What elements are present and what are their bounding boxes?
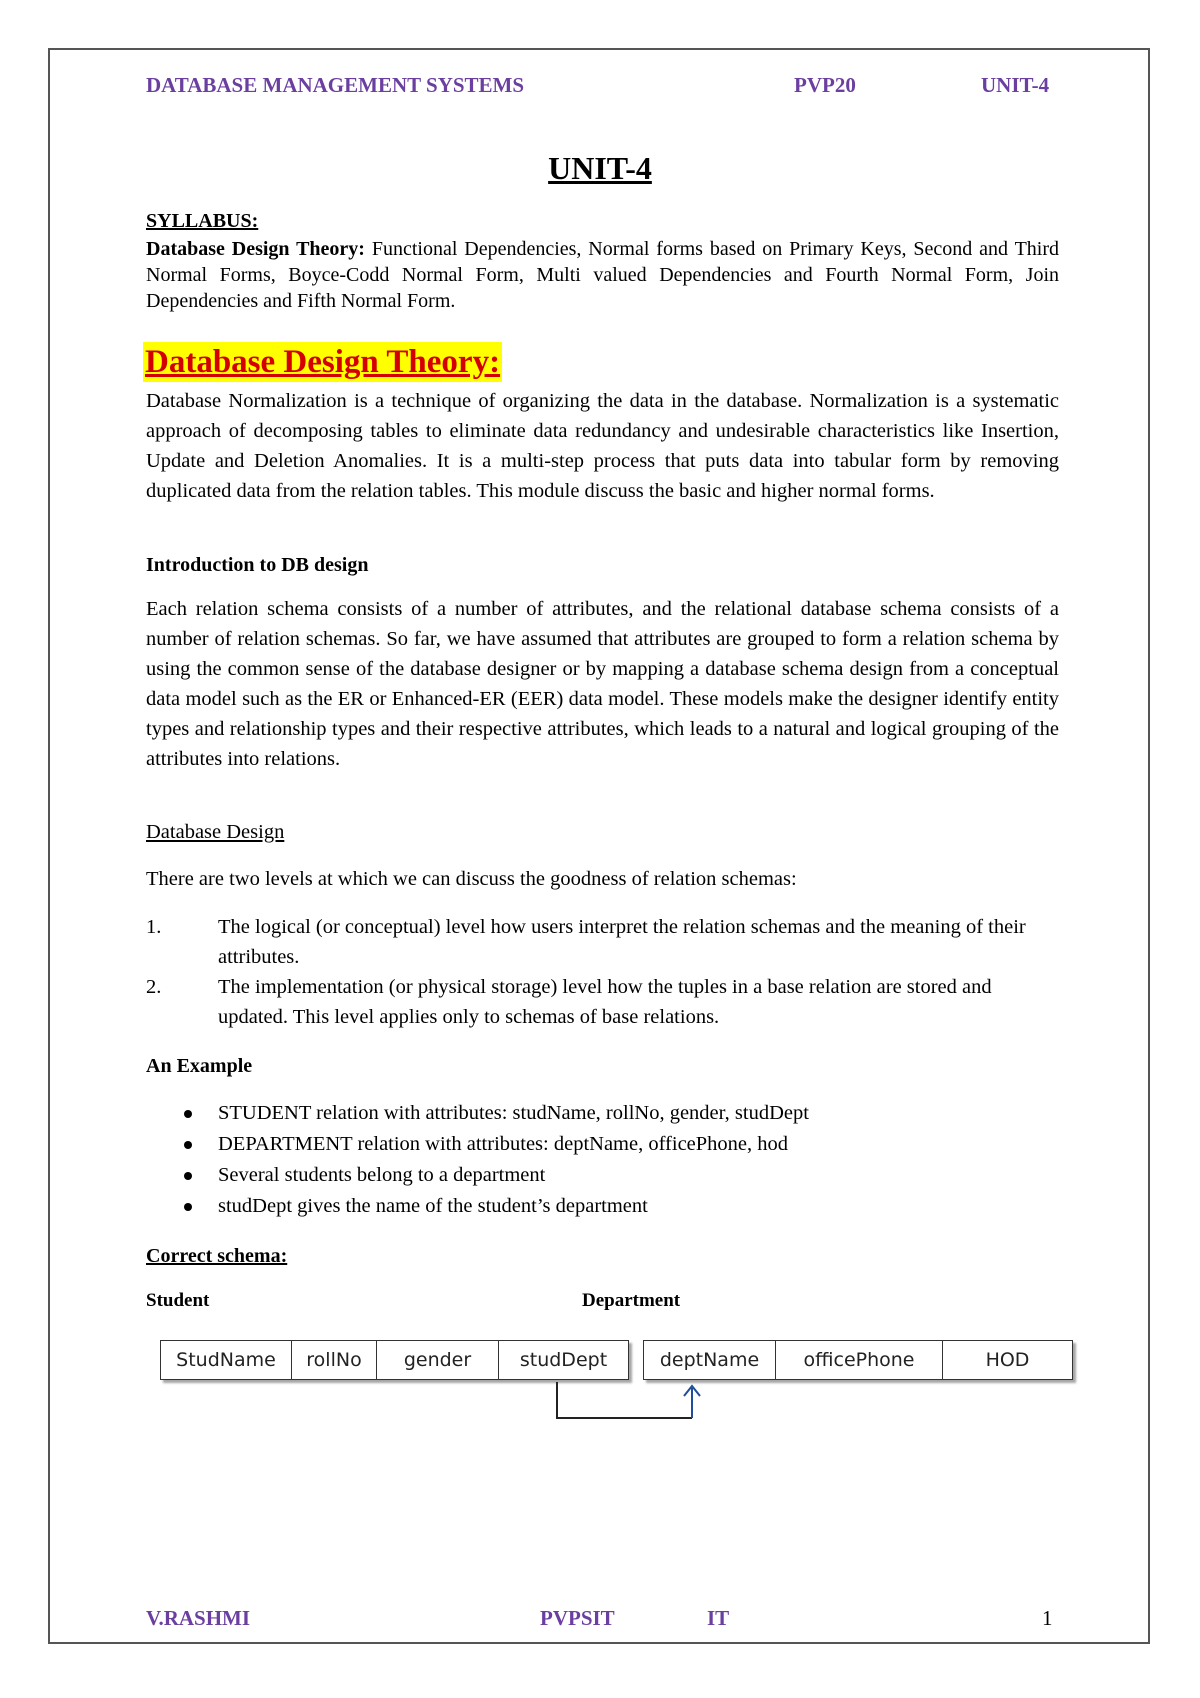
intro-heading: Introduction to DB design [146,554,369,576]
list-item: studDept gives the name of the student’s department [146,1191,1059,1222]
footer-college: PVPSIT [540,1606,615,1630]
section-heading: Database Design Theory: [145,344,501,380]
list-item: 2. The implementation (or physical storage) level how the tuples in a base relation are stored and updated. This level applies only to schemas of base relations. [146,976,992,1028]
department-col-hod: HOD [942,1340,1073,1380]
student-col-studdept: studDept [498,1340,629,1380]
paragraph-levels-intro: There are two levels at which we can discuss the goodness of relation schemas: [146,868,797,890]
paragraph-intro: Each relation schema consists of a number of attributes, and the relational database schema consists of a number of relation schemas. So far, we have assumed that attributes are grouped to form a relation schema by using the common sense of the database designer or by mapping a database schema design from a conceptual data model such as the ER or Enhanced-ER (EER) data model. These models make the designer identify entity types and relationship types and their respective attributes, which leads to a natural and logical grouping of the attributes into relations. [146,598,1059,770]
footer-author: V.RASHMI [146,1606,251,1630]
student-label: Student [146,1290,210,1311]
syllabus-lead: Database Design Theory: [146,238,365,260]
page-title: UNIT-4 [548,150,652,186]
student-col-studname: StudName [160,1340,291,1380]
student-col-gender: gender [376,1340,498,1380]
database-design-link[interactable]: Database Design [146,821,285,843]
example-heading: An Example [146,1055,253,1077]
list-item: DEPARTMENT relation with attributes: deptName, officePhone, hod [146,1129,1059,1160]
list-item: 1. The logical (or conceptual) level how users interpret the relation schemas and the meaning of their attributes. [146,916,1026,968]
syllabus-heading: SYLLABUS: [146,210,259,232]
department-col-deptname: deptName [643,1340,775,1380]
syllabus-body: Functional Dependencies, Normal forms based on Primary Keys, Second and Third Normal Forms, Boyce-Codd Normal Form, Multi valued Dependencies and Fourth Normal Form, Join Dependencies and Fifth Normal Form. [146,238,1060,312]
list-item: Several students belong to a department [146,1160,1059,1191]
header-code: PVP20 [794,73,856,97]
list-item: STUDENT relation with attributes: studName, rollNo, gender, studDept [146,1098,1059,1129]
student-col-rollno: rollNo [291,1340,376,1380]
page-number: 1 [1042,1606,1053,1630]
header-unit: UNIT-4 [981,73,1050,97]
correct-schema-heading: Correct schema: [146,1245,288,1267]
paragraph-normalization: Database Normalization is a technique of organizing the data in the database. Normalization is a systematic approach of decomposing tables to eliminate data redundancy and undesirable characteristics like Insertion, Update and Deletion Anomalies. It is a multi-step process that puts data into tabular form by removing duplicated data from the relation tables. This module discuss the basic and higher normal forms. [146,390,1059,502]
department-label: Department [582,1290,681,1311]
header-course: DATABASE MANAGEMENT SYSTEMS [146,73,525,97]
department-col-officephone: officePhone [775,1340,942,1380]
footer-dept: IT [707,1606,730,1630]
